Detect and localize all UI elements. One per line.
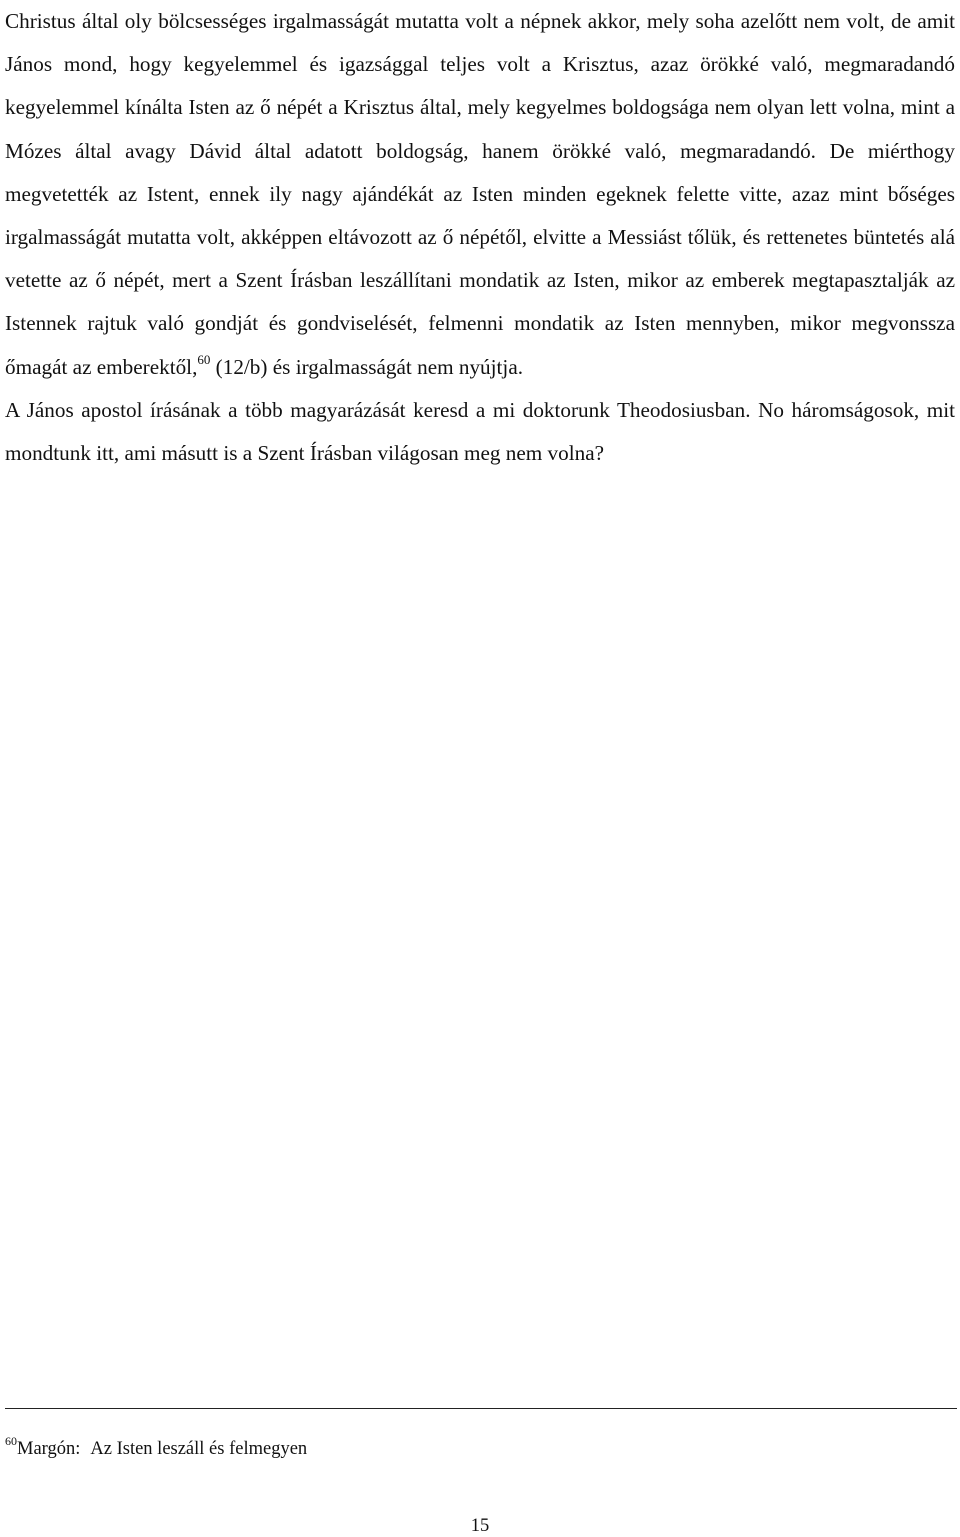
footnote-reference[interactable]: 60 bbox=[197, 351, 211, 367]
paragraph-2: A János apostol írásának a több magyarázását keresd a mi doktorunk Theodosiusban. No háromságosok, mit mondtunk itt, ami másutt is a Szent Írásban világosan meg nem volna? bbox=[5, 397, 955, 466]
footnote-text: Az Isten leszáll és felmegyen bbox=[90, 1439, 308, 1459]
footnote-separator bbox=[5, 1408, 957, 1409]
footnote bbox=[5, 1433, 308, 1461]
paragraph-1-text-continued: (12/b) és irgalmasságát nem nyújtja. bbox=[210, 354, 524, 379]
paragraph-1 bbox=[5, 0, 955, 389]
footnote-label: Margón: bbox=[17, 1439, 81, 1459]
paragraph-1-text: Christus által oly bölcsességes irgalmasságát mutatta volt a népnek akkor, mely soha azelőtt nem volt, de amit János mond, hogy kegyelemmel és igazsággal teljes volt a Krisztus, azaz örökké való, megmaradandó kegyelemmel kínálta Isten az ő népét a Krisztus által, mely kegyelmes boldogsága nem olyan lett volna, mint a Mózes által avagy Dávid által adatott boldogság, hanem örökké való, megmaradandó. De miérthogy megvetették az Istent, ennek ily nagy ajándékát az Isten minden egeknek felette vitte, azaz mint bőséges irgalmasságát mutatta volt, akképpen eltávozott az ő népétől, elvitte a Messiást tőlük, és rettenetes büntetés alá vetette az ő népét, mert a Szent Írásban leszállítani mondatik az Isten, mikor az emberek megtapasztalják az Istennek rajtuk való gondját és gondviselését, felmenni mondatik az Isten mennyben, mikor megvonssza őmagát az emberektől, bbox=[5, 9, 955, 379]
footnote-number: 60 bbox=[5, 1433, 17, 1448]
page-number: 15 bbox=[470, 1516, 490, 1536]
body-text bbox=[5, 0, 955, 475]
